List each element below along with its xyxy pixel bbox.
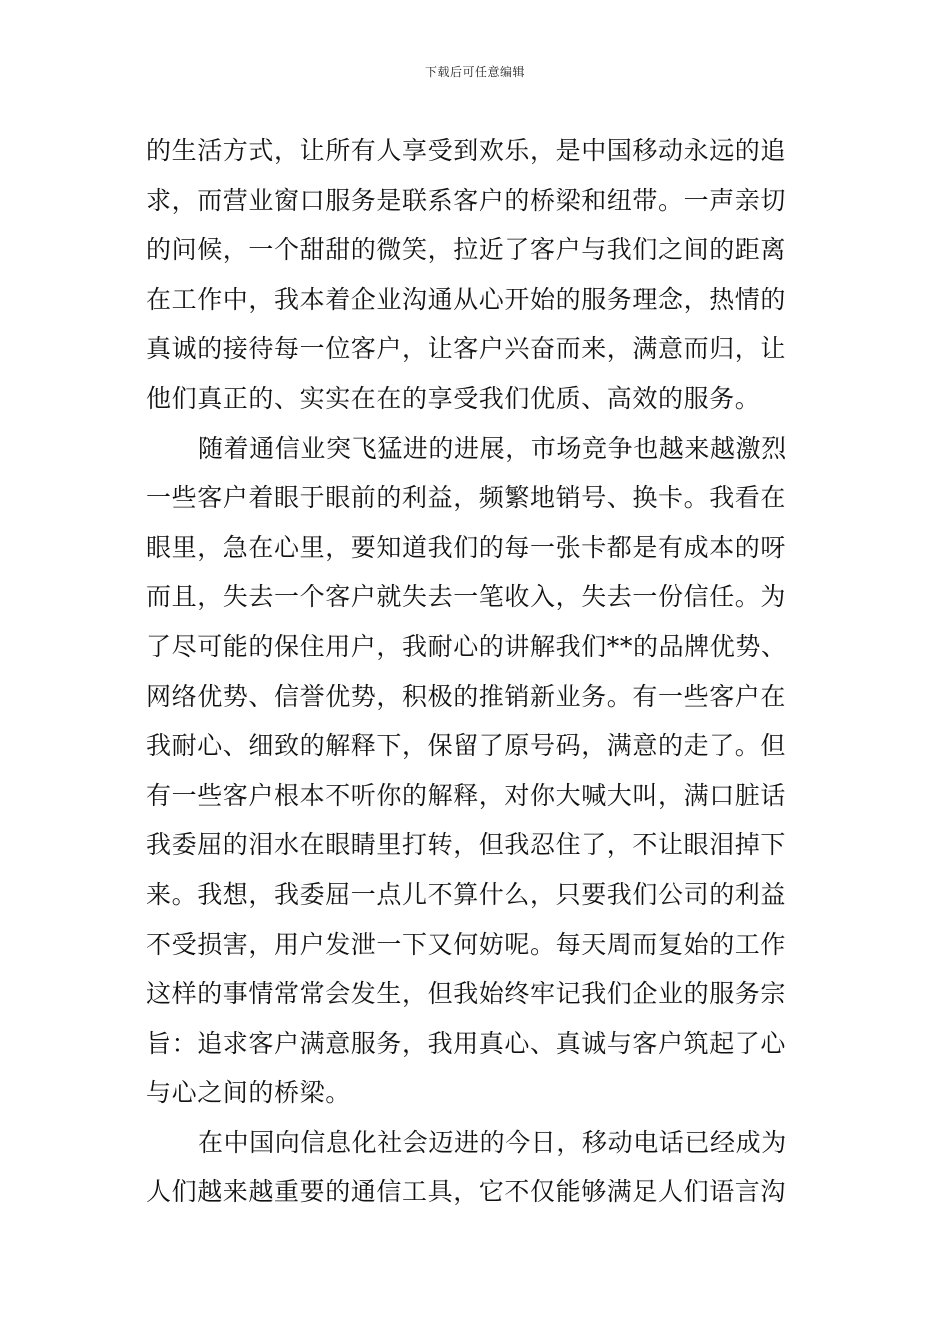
- text-line: 不受损害，用户发泄一下又何妨呢。每天周而复始的工作: [146, 929, 787, 959]
- paragraph-first-line: 随着通信业突飞猛进的进展，市场竞争也越来越激烈: [198, 433, 787, 463]
- text-line: 的生活方式，让所有人享受到欢乐，是中国移动永远的追: [146, 136, 787, 165]
- text-line: 真诚的接待每一位客户，让客户兴奋而来，满意而归，让: [146, 334, 787, 364]
- text-line: 一些客户着眼于眼前的利益，频繁地销号、换卡。我看在: [146, 483, 787, 513]
- paragraph-first-line: 在中国向信息化社会迈进的今日，移动电话已经成为: [198, 1127, 787, 1157]
- text-line: 这样的事情常常会发生，但我始终牢记我们企业的服务宗: [146, 979, 787, 1009]
- text-line: 旨：追求客户满意服务，我用真心、真诚与客户筑起了心: [146, 1028, 787, 1058]
- text-line: 眼里，急在心里，要知道我们的每一张卡都是有成本的呀: [146, 532, 787, 562]
- text-line: 了尽可能的保住用户，我耐心的讲解我们**的品牌优势、: [146, 631, 787, 661]
- text-line: 的问候，一个甜甜的微笑，拉近了客户与我们之间的距离: [146, 235, 787, 265]
- text-line: 在工作中，我本着企业沟通从心开始的服务理念，热情的: [146, 284, 787, 314]
- text-line: 我委屈的泪水在眼睛里打转，但我忍住了，不让眼泪掉下: [146, 830, 787, 860]
- text-line: 来。我想，我委屈一点儿不算什么，只要我们公司的利益: [146, 879, 787, 909]
- page-header: 下载后可任意编辑: [424, 65, 525, 79]
- text-line: 网络优势、信誉优势，积极的推销新业务。有一些客户在: [146, 681, 787, 711]
- text-line: 而且，失去一个客户就失去一笔收入，失去一份信任。为: [146, 582, 787, 612]
- text-line: 与心之间的桥梁。: [146, 1078, 351, 1108]
- text-line: 求，而营业窗口服务是联系客户的桥梁和纽带。一声亲切: [146, 185, 787, 215]
- text-line: 有一些客户根本不听你的解释，对你大喊大叫，满口脏话: [146, 780, 787, 810]
- document-body: [146, 126, 808, 1217]
- text-line: 我耐心、细致的解释下，保留了原号码，满意的走了。但: [146, 731, 787, 761]
- text-line: 他们真正的、实实在在的享受我们优质、高效的服务。: [146, 383, 761, 413]
- text-line: 人们越来越重要的通信工具，它不仅能够满足人们语言沟: [146, 1177, 787, 1207]
